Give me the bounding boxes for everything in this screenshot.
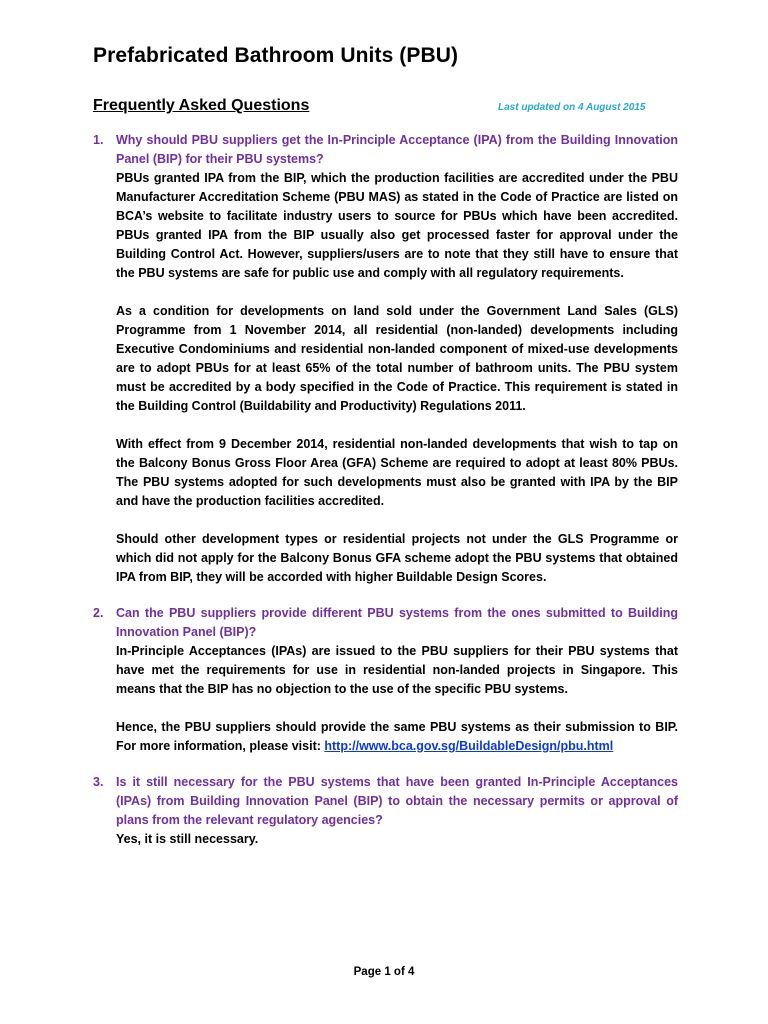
faq-question: Why should PBU suppliers get the In-Principle Acceptance (IPA) from the Building Innovation Panel (BIP) for their PBU systems? xyxy=(116,133,678,166)
closing-text: Hence, the PBU suppliers should provide the same PBU systems as their submission to BIP. For more information, please visit: xyxy=(116,720,678,753)
faq-answer-paragraph: Should other development types or residential projects not under the GLS Programme or which did not apply for the Balcony Bonus GFA scheme adopt the PBU systems that obtained IPA from BIP, they will be accorded with higher Buildable Design Scores. xyxy=(116,532,678,584)
faq-item-2 xyxy=(93,604,678,756)
faq-answer-closing xyxy=(116,718,678,756)
faq-number: 1. xyxy=(93,133,104,147)
last-updated-note: Last updated on 4 August 2015 xyxy=(498,102,646,113)
faq-body xyxy=(116,773,678,849)
faq-answer-paragraph: Yes, it is still necessary. xyxy=(116,832,259,846)
faq-answer-paragraph: PBUs granted IPA from the BIP, which the production facilities are accredited under the PBU Manufacturer Accreditation Scheme (PBU MAS) as stated in the Code of Practice are listed on BCA’s website to facilitate industry users to source for PBUs which have been accredited. PBUs granted IPA from the BIP usually also get processed faster for approval under the Building Control Act. However, suppliers/users are to note that they still have to ensure that the PBU systems are safe for public use and comply with all regulatory requirements. xyxy=(116,171,678,280)
faq-body xyxy=(116,604,678,756)
faq-answer-paragraph: In-Principle Acceptances (IPAs) are issued to the PBU suppliers for their PBU systems that have met the requirements for use in residential non-landed projects in Singapore. This means that the BIP has no objection to the use of the specific PBU systems. xyxy=(116,644,678,696)
faq-heading: Frequently Asked Questions xyxy=(93,97,310,114)
faq-answer-paragraph: As a condition for developments on land sold under the Government Land Sales (GLS) Programme from 1 November 2014, all residential (non-landed) developments including Executive Condominiums and residential non-landed component of mixed-use developments are to adopt PBUs for at least 65% of the total number of bathroom units. The PBU system must be accredited by a body specified in the Code of Practice. This requirement is stated in the Building Control (Buildability and Productivity) Regulations 2011. xyxy=(116,304,678,413)
pbu-info-link[interactable]: http://www.bca.gov.sg/BuildableDesign/pbu.html xyxy=(324,739,614,753)
faq-number: 3. xyxy=(93,775,104,789)
faq-answer-paragraph: With effect from 9 December 2014, residential non-landed developments that wish to tap on the Balcony Bonus Gross Floor Area (GFA) Scheme are required to adopt at least 80% PBUs. The PBU systems adopted for such developments must also be granted with IPA by the BIP and have the production facilities accredited. xyxy=(116,437,678,508)
faq-number: 2. xyxy=(93,606,104,620)
faq-question: Is it still necessary for the PBU systems that have been granted In-Principle Acceptances (IPAs) from Building Innovation Panel (BIP) to obtain the necessary permits or approval of plans from the relevant regulatory agencies? xyxy=(116,775,678,827)
faq-list xyxy=(93,131,678,866)
faq-question: Can the PBU suppliers provide different PBU systems from the ones submitted to Building Innovation Panel (BIP)? xyxy=(116,606,678,639)
faq-item-3 xyxy=(93,773,678,849)
page-number-footer: Page 1 of 4 xyxy=(353,966,415,978)
faq-body xyxy=(116,131,678,587)
document-title: Prefabricated Bathroom Units (PBU) xyxy=(93,44,459,67)
faq-item-1 xyxy=(93,131,678,587)
